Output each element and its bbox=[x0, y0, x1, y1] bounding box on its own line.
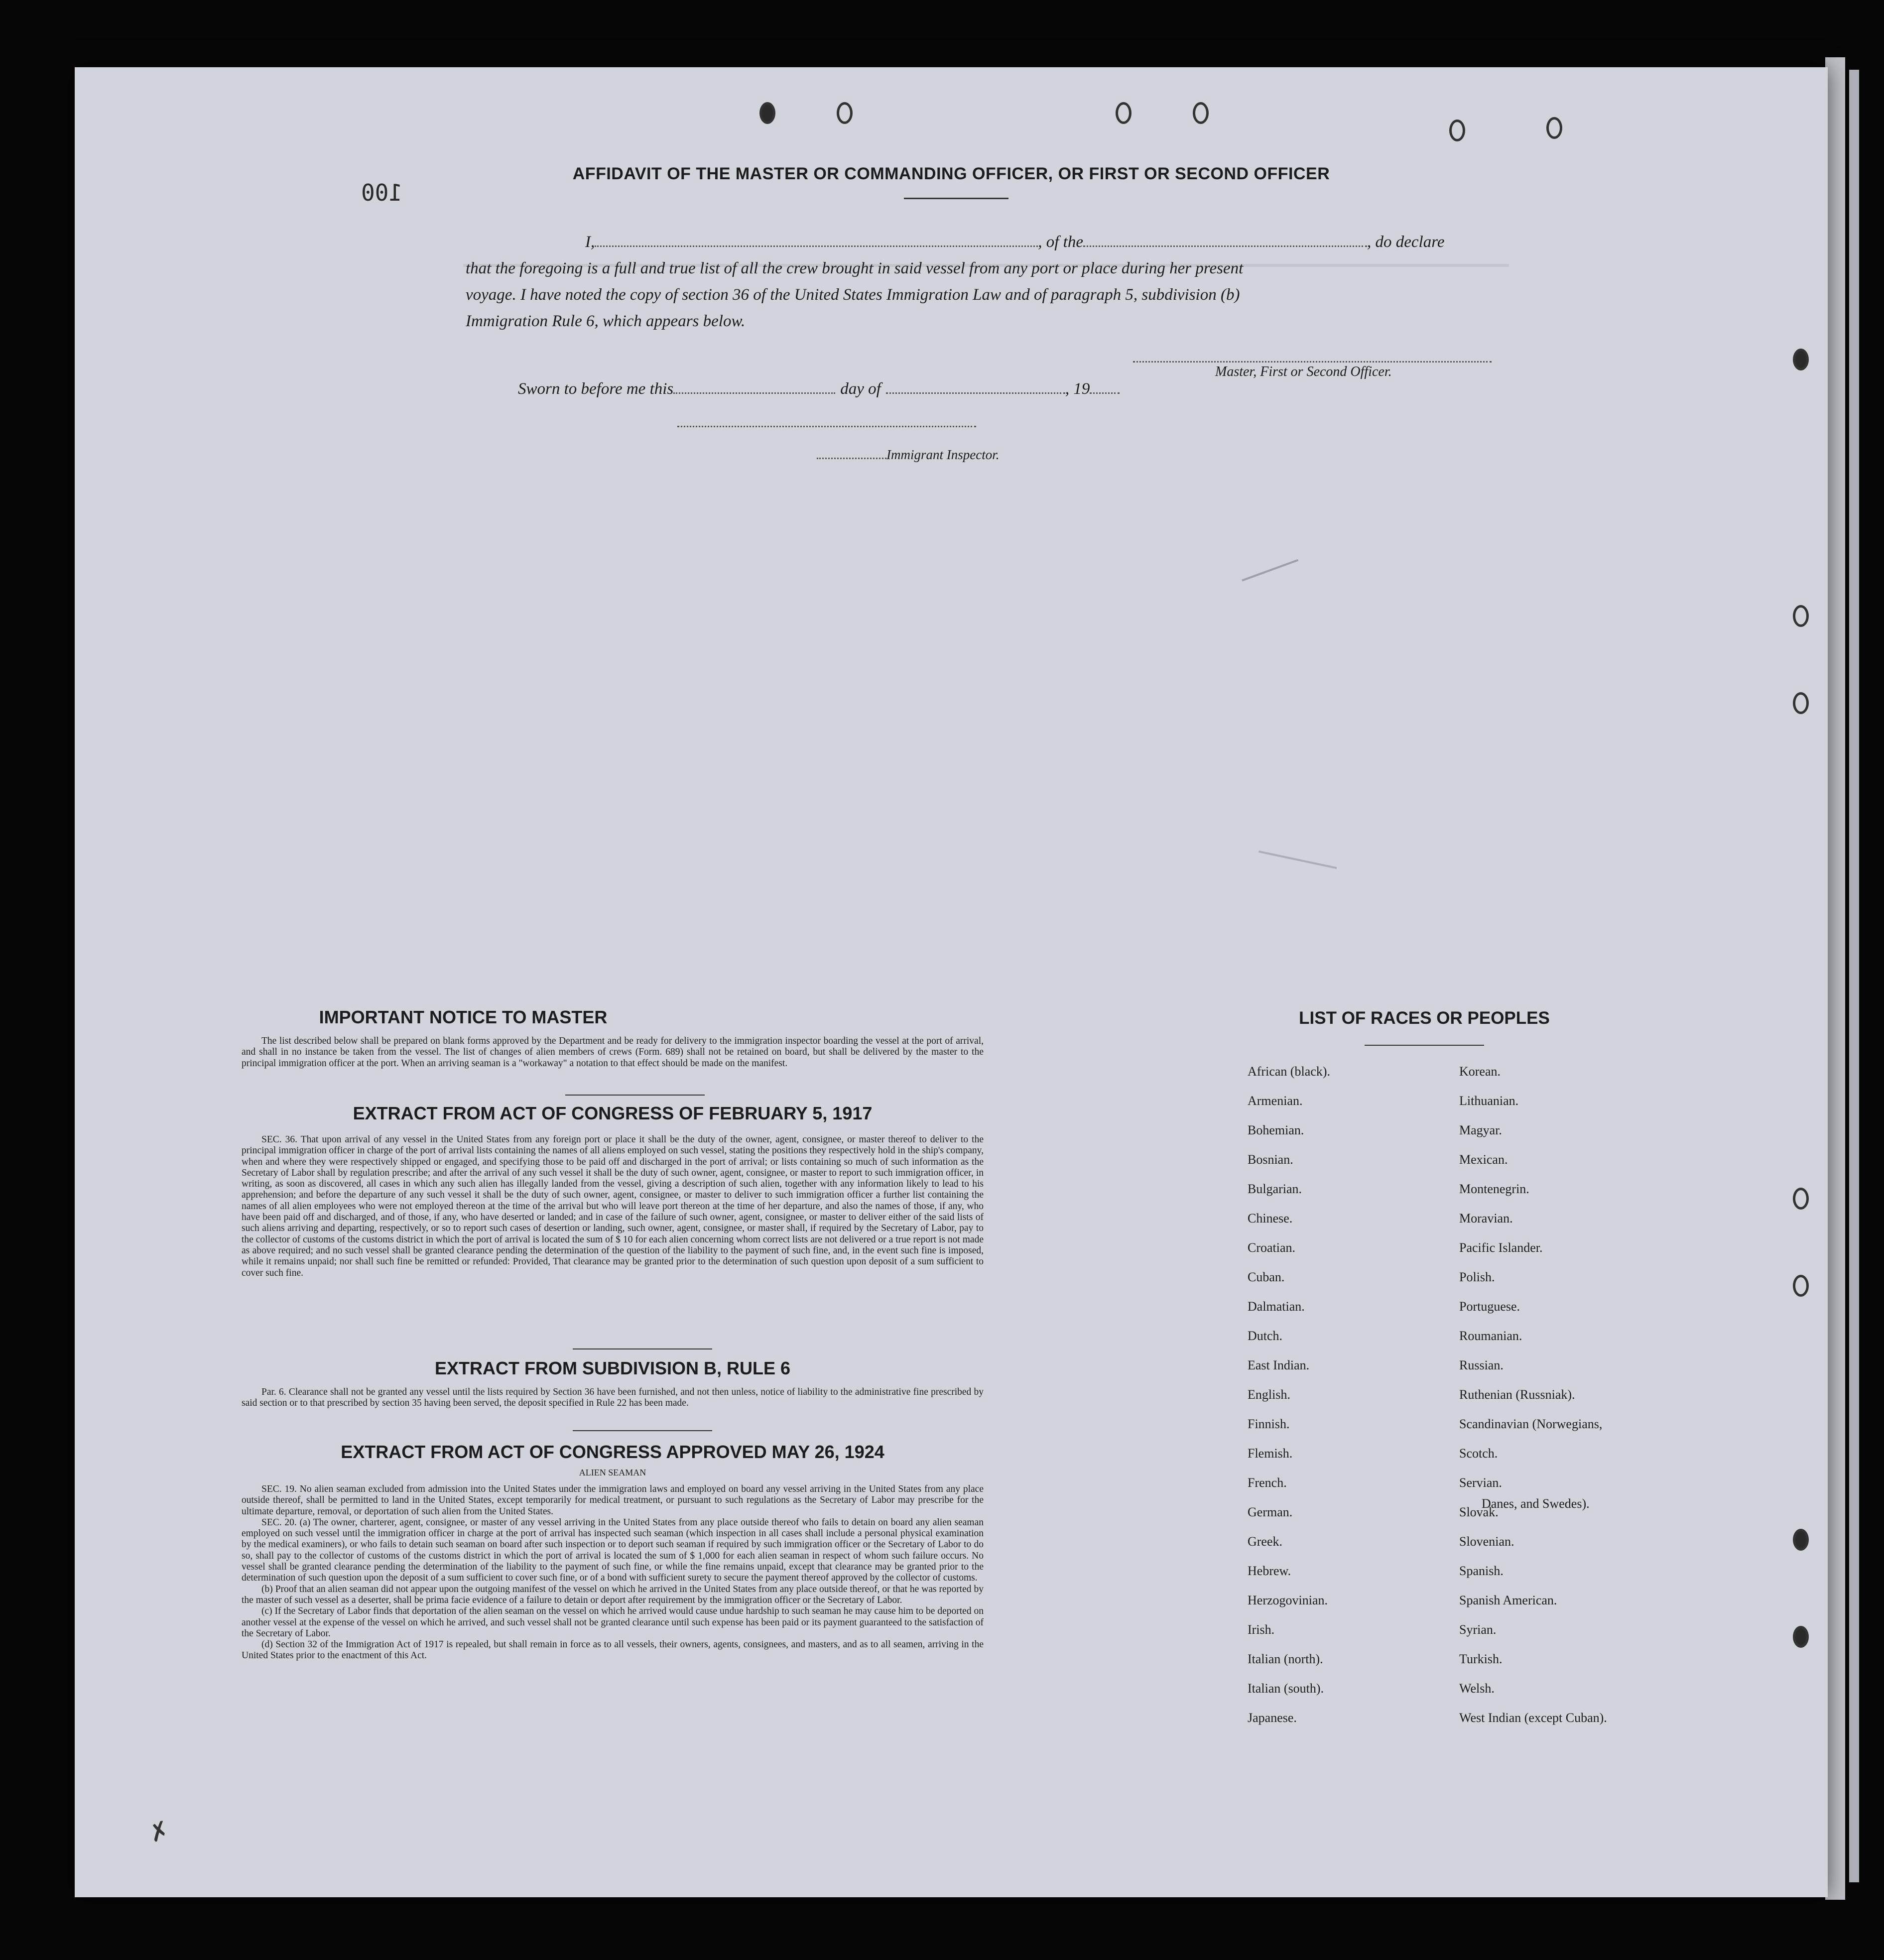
race-item: East Indian. bbox=[1248, 1358, 1310, 1372]
manifest-page bbox=[75, 67, 1828, 1897]
affidavit-heading: AFFIDAVIT OF THE MASTER OR COMMANDING OFFICER, OR FIRST OR SECOND OFFICER bbox=[572, 164, 1330, 183]
handwritten-mark: ✗ bbox=[144, 1810, 173, 1850]
bleed-through-mark bbox=[1232, 531, 1299, 581]
race-item: Pacific Islander. bbox=[1459, 1240, 1543, 1255]
day-of-label: day of bbox=[840, 380, 881, 398]
alien-seaman-subheading: ALIEN SEAMAN bbox=[579, 1468, 646, 1477]
race-item: Flemish. bbox=[1248, 1446, 1293, 1461]
race-item: Scandinavian (Norwegians, bbox=[1459, 1417, 1603, 1431]
race-item: Russian. bbox=[1459, 1358, 1504, 1372]
inspector-line bbox=[817, 447, 999, 463]
race-item: Bosnian. bbox=[1248, 1152, 1293, 1167]
binding-hole bbox=[1449, 120, 1465, 141]
race-item: Finnish. bbox=[1248, 1417, 1290, 1431]
binding-hole bbox=[1793, 1275, 1809, 1297]
heading-rule bbox=[904, 198, 1008, 199]
race-item: Armenian. bbox=[1248, 1094, 1303, 1108]
race-item: Cuban. bbox=[1248, 1270, 1285, 1284]
race-item: Dutch. bbox=[1248, 1329, 1283, 1343]
page-edge bbox=[1825, 57, 1845, 1900]
declaration-line-2: that the foregoing is a full and true list of all the crew brought in said vessel from any port or place during her present bbox=[466, 259, 1244, 277]
race-item: Korean. bbox=[1459, 1064, 1501, 1079]
declaration-of-the: , of the bbox=[1038, 233, 1083, 251]
race-item: Scotch. bbox=[1459, 1446, 1498, 1461]
binding-hole bbox=[1546, 117, 1562, 139]
binding-hole bbox=[759, 102, 775, 124]
extract-1924-heading: EXTRACT FROM ACT OF CONGRESS APPROVED MAY 26, 1924 bbox=[341, 1442, 884, 1462]
race-item: Montenegrin. bbox=[1459, 1182, 1529, 1196]
race-item: Hebrew. bbox=[1248, 1564, 1291, 1578]
binding-hole bbox=[1793, 349, 1809, 370]
notice-heading: IMPORTANT NOTICE TO MASTER bbox=[319, 1007, 608, 1027]
race-item: Lithuanian. bbox=[1459, 1094, 1519, 1108]
race-item: African (black). bbox=[1248, 1064, 1331, 1079]
race-item: Welsh. bbox=[1459, 1681, 1495, 1696]
race-item: Magyar. bbox=[1459, 1123, 1502, 1137]
race-item: Japanese. bbox=[1248, 1711, 1297, 1725]
sec20d-paragraph: (d) Section 32 of the Immigration Act of 1917 is repealed, but shall remain in force as to all vessels, their owners, agents, consignees, and masters, and as to all seamen, arriving in the United States prior to the enactment of this Act. bbox=[242, 1639, 984, 1661]
race-item: Portuguese. bbox=[1459, 1299, 1520, 1314]
race-item: Slovak. bbox=[1459, 1505, 1499, 1519]
declaration-line-1 bbox=[466, 229, 1526, 255]
affidavit-declaration bbox=[466, 229, 1526, 335]
race-item: Roumanian. bbox=[1459, 1329, 1522, 1343]
notice-paragraph: The list described below shall be prepared on blank forms approved by the Department and be ready for delivery to the immigration inspector boarding the vessel at the port of arrival, and shall in no instance be taken from the vessel. The list of changes of alien members of crews (Form. 689) shall not be retained on board, but shall be delivered by the master to the principal immigration officer at the port. When an arriving seaman is a "workaway" a notation to that effect should be made on the manifest. bbox=[242, 1036, 984, 1069]
races-rule bbox=[1365, 1045, 1484, 1046]
name-blank[interactable] bbox=[595, 245, 1038, 247]
race-item: Italian (south). bbox=[1248, 1681, 1324, 1696]
binding-hole bbox=[1793, 1626, 1809, 1648]
race-item: Italian (north). bbox=[1248, 1652, 1323, 1666]
inspector-signature-blank[interactable] bbox=[677, 421, 976, 430]
races-heading: LIST OF RACES OR PEOPLES bbox=[1299, 1008, 1550, 1028]
races-column-1 bbox=[1248, 1057, 1330, 1732]
par6-paragraph: Par. 6. Clearance shall not be granted any vessel until the lists required by Section 36 have been furnished, and not then unless, notice of liability to the administrative fine prescribed by said section or to that prescribed by section 35 having been served, the deposit specified in Rule 22 has been made. bbox=[242, 1387, 984, 1409]
races-column-2 bbox=[1459, 1057, 1607, 1732]
race-item: Chinese. bbox=[1248, 1211, 1293, 1225]
race-item: Servian. bbox=[1459, 1475, 1502, 1490]
notice-text bbox=[242, 1036, 984, 1069]
race-item: English. bbox=[1248, 1387, 1290, 1402]
sec19-paragraph: SEC. 19. No alien seaman excluded from admission into the United States under the immigration laws and employed on board any vessel arriving in the United States from any place outside thereof, shall be permitted to land in the United States, except temporarily for medical treatment, or pursuant to such regulations as the Secretary of Labor may prescribe for the ultimate departure, removal, or deportation of such alien from the United States. bbox=[242, 1484, 984, 1517]
binding-hole bbox=[1793, 605, 1809, 627]
declaration-line-3: voyage. I have noted the copy of section 36 of the United States Immigration Law and of paragraph 5, subdivision (b) bbox=[466, 286, 1240, 304]
binding-hole bbox=[837, 102, 853, 124]
race-item: French. bbox=[1248, 1475, 1287, 1490]
declaration-line-4: Immigration Rule 6, which appears below. bbox=[466, 312, 746, 330]
race-item: Croatian. bbox=[1248, 1240, 1296, 1255]
divider-rule bbox=[565, 1095, 705, 1096]
race-item: Herzogovinian. bbox=[1248, 1593, 1328, 1607]
race-item: Ruthenian (Russniak). bbox=[1459, 1387, 1575, 1402]
races-scandinavian-continuation: Danes, and Swedes). bbox=[1482, 1496, 1590, 1511]
race-item: Slovenian. bbox=[1459, 1534, 1514, 1549]
divider-rule bbox=[573, 1348, 712, 1349]
sworn-line bbox=[518, 380, 1120, 398]
declaration-do-declare: , do declare bbox=[1367, 233, 1445, 251]
race-item: Turkish. bbox=[1459, 1652, 1503, 1666]
race-item: West Indian (except Cuban). bbox=[1459, 1711, 1607, 1725]
day-blank[interactable] bbox=[673, 392, 835, 394]
binding-hole bbox=[1793, 1188, 1809, 1210]
rule-6-heading: EXTRACT FROM SUBDIVISION B, RULE 6 bbox=[434, 1358, 791, 1378]
divider-rule bbox=[573, 1430, 712, 1431]
year-label: , 19 bbox=[1065, 380, 1090, 398]
race-item: Polish. bbox=[1459, 1270, 1495, 1284]
sworn-label: Sworn to before me this bbox=[518, 380, 674, 398]
binding-hole bbox=[1793, 692, 1809, 714]
race-item: Bohemian. bbox=[1248, 1123, 1304, 1137]
bleed-through-mark bbox=[1258, 831, 1341, 869]
handwritten-number: 100 bbox=[361, 179, 403, 206]
race-item: Greek. bbox=[1248, 1534, 1283, 1549]
declaration-i: I, bbox=[585, 233, 595, 251]
extract-1917-text bbox=[242, 1134, 984, 1279]
race-item: Moravian. bbox=[1459, 1211, 1513, 1225]
year-blank[interactable] bbox=[1090, 392, 1120, 394]
sec36-paragraph: SEC. 36. That upon arrival of any vessel in the United States from any foreign port or place it shall be the duty of the owner, agent, consignee, or master thereof to deliver to the principal immigration officer in charge of the port of arrival lists containing the names of all aliens employed on such vessel, stating the positions they respectively hold in the ship's company, when and where they were respectively shipped or engaged, and specifying those to be paid off and discharged in the port of arrival; or lists containing so much of such information as the Secretary of Labor shall by regulation prescribe; and after the arrival of any such vessel it shall be the duty of such owner, agent, consignee, or master to report to such immigration officer, in writing, as soon as discovered, all cases in which any such alien has illegally landed from the vessel, giving a description of such alien, together with any information likely to lead to his apprehension; and before the departure of any such vessel it shall be the duty of such owner, agent, consignee, or master to deliver to such immigration officer a further list containing the names of all alien employees who were not employed thereon at the time of the arrival but who will leave port thereon at the time of her departure, and also the names of those, if any, who have been paid off and discharged, and of those, if any, who have deserted or landed; and in case of the failure of such owner, agent, consignee, or master to deliver either of the said lists of such aliens arriving and departing, respectively, or so to report such cases of desertion or landing, such owner, agent, consignee, or master shall, if required by the Secretary of Labor, pay to the collector of customs of the customs district in which the port of arrival is located the sum of $ 10 for each alien concerning whom correct lists are not delivered or a true report is not made as above required; and no such vessel shall be granted clearance pending the determination of the question of the liability to the payment of such fine, and, in the event such fine is imposed, while it remains unpaid; nor shall such fine be remitted or refunded: Provided, That clearance may be granted prior to the determination of such question upon deposit of a sum sufficient to cover such fine. bbox=[242, 1134, 984, 1278]
month-blank[interactable] bbox=[886, 392, 1065, 394]
race-item: Dalmatian. bbox=[1248, 1299, 1305, 1314]
race-item: German. bbox=[1248, 1505, 1293, 1519]
race-item: Bulgarian. bbox=[1248, 1182, 1302, 1196]
race-item: Syrian. bbox=[1459, 1622, 1497, 1637]
sec20a-paragraph: SEC. 20. (a) The owner, charterer, agent, consignee, or master of any vessel arriving in the United States from any place outside thereof who fails to detain on board any alien seaman employed on such vessel until the immigration officer in charge at the port of arrival has inspected such seaman (which inspection in all cases shall include a personal physical examination by the medical examiners), or who fails to detain such seaman on board after such inspection or to deport such seaman if required by such immigration officer or the Secretary of Labor to do so, shall pay to the collector of customs of the customs district in which the port of arrival is located the sum of $ 1,000 for each alien seaman in respect of whom such failure occurs. No vessel shall be granted clearance pending the determination of the liability to the payment of such fine, or while the fine remains unpaid, except that clearance may be granted prior to the determination of such question upon the deposit of a sum sufficient to cover such fine, or of a bond with sufficient surety to secure the payment thereof approved by the collector of customs. bbox=[242, 1517, 984, 1584]
race-item: Mexican. bbox=[1459, 1152, 1508, 1167]
binding-hole bbox=[1793, 1529, 1809, 1551]
inspector-label: Immigrant Inspector. bbox=[886, 447, 1000, 462]
race-item: Spanish. bbox=[1459, 1564, 1504, 1578]
extract-1917-heading: EXTRACT FROM ACT OF CONGRESS OF FEBRUARY 5, 1917 bbox=[353, 1103, 873, 1123]
binding-hole bbox=[1116, 102, 1131, 124]
race-item: Irish. bbox=[1248, 1622, 1275, 1637]
race-item: Spanish American. bbox=[1459, 1593, 1557, 1607]
extract-1924-text bbox=[242, 1484, 984, 1662]
binding-hole bbox=[1193, 102, 1209, 124]
master-label: Master, First or Second Officer. bbox=[1215, 364, 1392, 379]
sec20b-paragraph: (b) Proof that an alien seaman did not appear upon the outgoing manifest of the vessel on which he arrived in the United States from any place outside thereof, or that he was reported by the master of such vessel as a deserter, shall be prima facie evidence of a failure to detain or deport after requirement by the immigration officer or the Secretary of Labor. bbox=[242, 1584, 984, 1605]
inspector-blank[interactable] bbox=[817, 458, 886, 459]
rule-6-text bbox=[242, 1387, 984, 1409]
sec20c-paragraph: (c) If the Secretary of Labor finds that deportation of the alien seaman on the vessel on which he arrived would cause undue hardship to such seaman he may cause him to be deported on another vessel at the expense of the vessel on which he arrived, and such vessel shall not be granted clearance until such expense has been paid or its payment guaranteed to the satisfaction of the Secretary of Labor. bbox=[242, 1606, 984, 1639]
vessel-blank[interactable] bbox=[1083, 245, 1367, 247]
page-edge-under bbox=[1849, 70, 1859, 1882]
